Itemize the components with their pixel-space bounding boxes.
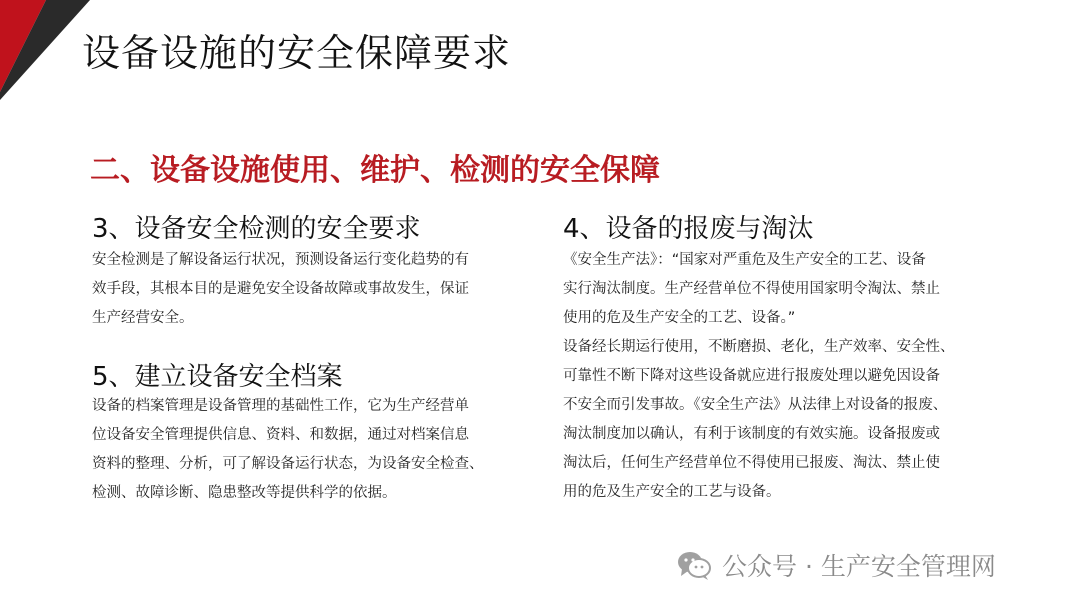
watermark xyxy=(676,545,996,585)
watermark-text: 公众号 · 生产安全管理网 xyxy=(722,552,996,581)
section-heading: 二、设备设施使用、维护、检测的安全保障 xyxy=(90,153,660,188)
text-equipment-records: 设备的档案管理是设备管理的基础性工作，它为生产经营单 位设备安全管理提供信息、资料、和数据，通过对档案信息 资料的整理、分析，可了解设备运行状态，为设备安全检查、 检测、故障诊断、隐患整改等提供科学的依据。 xyxy=(92,398,484,501)
text-safety-inspection: 安全检测是了解设备运行状况，预测设备运行变化趋势的有 效手段，其根本目的是避免安全设备故障或事故发生，保证 生产经营安全。 xyxy=(92,252,469,326)
heading-scrapping-elimination: 4、设备的报废与淘汰 xyxy=(563,214,814,244)
text-scrapping-elimination: 《安全生产法》：“国家对严重危及生产安全的工艺、设备 实行淘汰制度。生产经营单位不得使用国家明令淘汰、禁止 使用的危及生产安全的工艺、设备。” 设备经长期运行使用，不断磨损、老化，生产效率、安全性、 可靠性不断下降对这些设备就应进行报废处理以避免因设备 不安全而引发事故。《安全生产法》从法律上对设备的报废、 淘汰制度加以确认，有利于该制度的有效实施。设备报废或 淘汰后，任何生产经营单位不得使用已报废、淘汰、禁止使 用的危及生产安全的工艺与设备。 xyxy=(563,252,955,500)
wechat-icon xyxy=(676,549,712,581)
heading-equipment-records: 5、建立设备安全档案 xyxy=(92,362,343,392)
heading-safety-inspection: 3、设备安全检测的安全要求 xyxy=(92,214,421,244)
slide-title: 设备设施的安全保障要求 xyxy=(82,31,512,75)
